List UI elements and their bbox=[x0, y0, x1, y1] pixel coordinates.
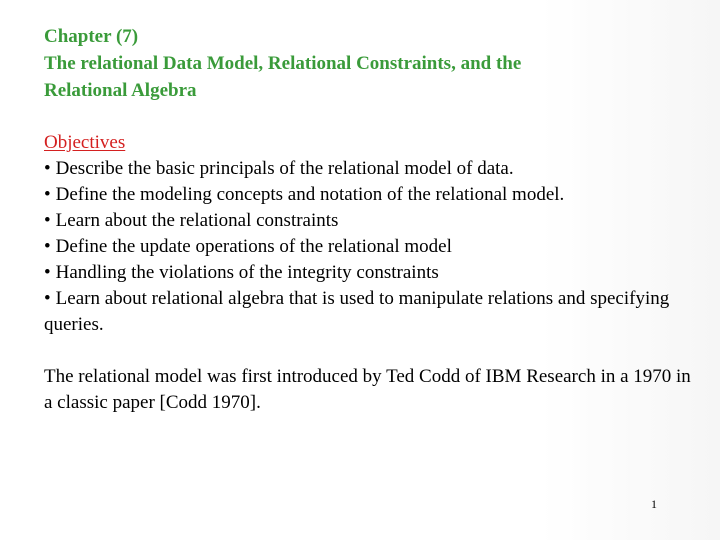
objective-text: Describe the basic principals of the relational model of data. bbox=[55, 158, 514, 179]
heading-line-1: Chapter (7) bbox=[44, 26, 139, 47]
objective-item bbox=[44, 182, 694, 208]
objective-text: Learn about relational algebra that is used to manipulate relations and specifying queries. bbox=[44, 288, 670, 335]
objective-text: Handling the violations of the integrity constraints bbox=[55, 262, 439, 283]
objective-item bbox=[44, 156, 694, 182]
bullet-icon: • bbox=[44, 184, 51, 205]
objectives-title: Objectives bbox=[44, 132, 126, 153]
heading-line-2: The relational Data Model, Relational Constraints, and the bbox=[44, 53, 522, 74]
objective-item bbox=[44, 286, 694, 338]
objective-item bbox=[44, 208, 694, 234]
objectives-list bbox=[44, 156, 694, 338]
bullet-icon: • bbox=[44, 262, 51, 283]
objective-text: Define the modeling concepts and notation of the relational model. bbox=[55, 184, 565, 205]
closing-paragraph: The relational model was first introduced by Ted Codd of IBM Research in a 1970 in a classic paper [Codd 1970]. bbox=[44, 366, 691, 413]
bullet-icon: • bbox=[44, 288, 51, 309]
bullet-icon: • bbox=[44, 236, 51, 257]
chapter-heading bbox=[44, 23, 694, 104]
bullet-icon: • bbox=[44, 158, 51, 179]
objective-item bbox=[44, 234, 694, 260]
bullet-icon: • bbox=[44, 210, 51, 231]
page-number: 1 bbox=[651, 497, 657, 511]
heading-line-3: Relational Algebra bbox=[44, 80, 197, 101]
objective-text: Learn about the relational constraints bbox=[55, 210, 339, 231]
objective-text: Define the update operations of the relational model bbox=[55, 236, 452, 257]
objective-item bbox=[44, 260, 694, 286]
slide-content bbox=[44, 23, 694, 435]
